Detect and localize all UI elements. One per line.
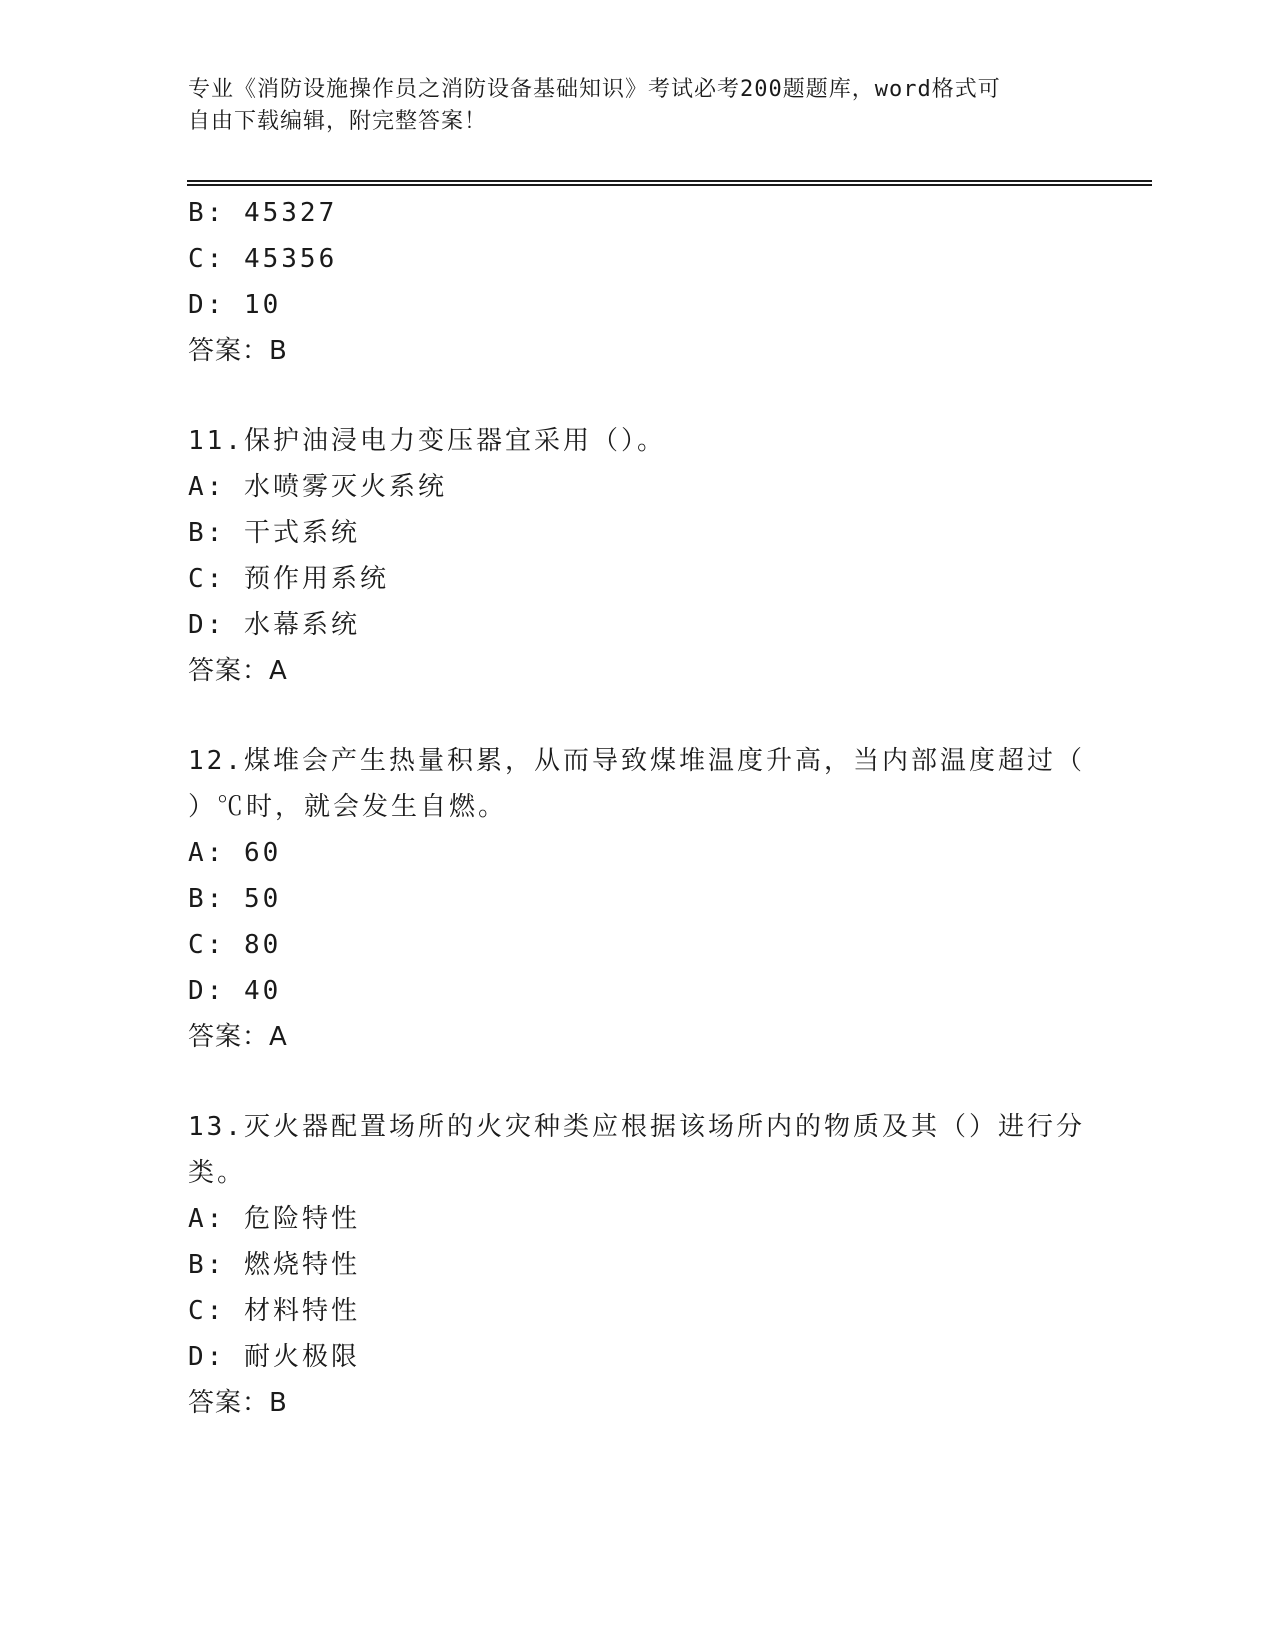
question-stem-line-1: 13.灭火器配置场所的火灾种类应根据该场所内的物质及其（）进行分 <box>188 1112 1085 1142</box>
question-stem-line-2: ）℃时，就会发生自燃。 <box>188 792 508 822</box>
question-11 <box>188 418 1088 694</box>
header-divider-top <box>187 180 1152 182</box>
option-d: D: 水幕系统 <box>188 610 360 640</box>
question-stem-line-2: 类。 <box>188 1158 247 1188</box>
question-13 <box>188 1104 1088 1426</box>
option-c: C: 45356 <box>188 244 338 274</box>
option-d: D: 10 <box>188 290 282 320</box>
header-divider-bottom <box>187 184 1152 186</box>
question-stem: 11.保护油浸电力变压器宜采用（）。 <box>188 426 666 456</box>
option-b: B: 燃烧特性 <box>188 1250 360 1280</box>
option-a: A: 水喷雾灭火系统 <box>188 472 447 502</box>
answer-label: 答案：B <box>188 1388 288 1418</box>
document-header <box>188 74 1088 138</box>
question-list <box>188 190 1088 1426</box>
question-10-tail <box>188 190 1088 374</box>
option-c: C: 预作用系统 <box>188 564 389 594</box>
option-b: B: 干式系统 <box>188 518 360 548</box>
header-title-line-1: 专业《消防设施操作员之消防设备基础知识》考试必考200题题库，word格式可 <box>188 77 1001 102</box>
option-a: A: 60 <box>188 838 282 868</box>
question-stem-line-1: 12.煤堆会产生热量积累，从而导致煤堆温度升高，当内部温度超过（ <box>188 746 1085 776</box>
option-b: B: 45327 <box>188 198 338 228</box>
option-c: C: 80 <box>188 930 282 960</box>
option-d: D: 40 <box>188 976 282 1006</box>
answer-label: 答案：A <box>188 656 288 686</box>
question-12 <box>188 738 1088 1060</box>
header-title-line-2: 自由下载编辑，附完整答案！ <box>188 109 488 134</box>
option-a: A: 危险特性 <box>188 1204 360 1234</box>
answer-label: 答案：A <box>188 1022 288 1052</box>
option-d: D: 耐火极限 <box>188 1342 360 1372</box>
option-b: B: 50 <box>188 884 282 914</box>
answer-label: 答案：B <box>188 336 288 366</box>
option-c: C: 材料特性 <box>188 1296 360 1326</box>
